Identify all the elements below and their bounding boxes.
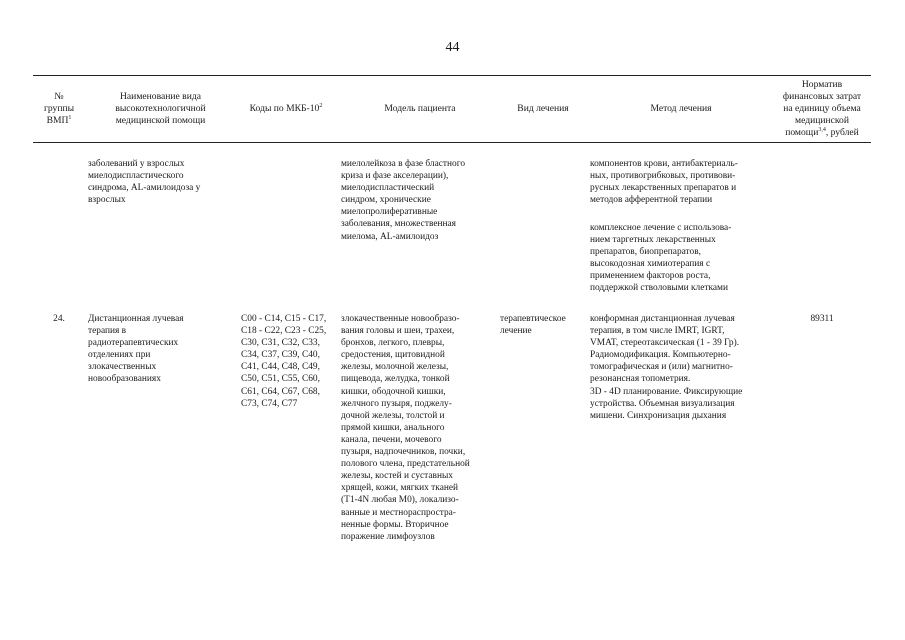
row24-treatment-type: терапевтическое лечение	[500, 314, 566, 337]
header-treatment-method: Метод лечения	[650, 103, 712, 114]
header-group-number: № группы ВМП$^1$	[43, 91, 75, 126]
row24-icd-codes: C00 - C14, C15 - C17, C18 - C22, C23 - C25, C30, C31, C32, C33, C34, C37, C39, C40, C41, C44, C48, C49, C50, C51, C55, C60, C61, C64, C67, C68, C73, C74, C77	[241, 314, 327, 409]
header-patient-model: Модель пациента	[384, 103, 456, 114]
row24-financial-norm: 89311	[810, 314, 834, 324]
header-treatment-type: Вид лечения	[517, 103, 569, 114]
header-financial-norm: Норматив финансовых затрат на единицу объема медицинской помощи$^{3,4}$, рублей	[782, 79, 862, 138]
header-icd-codes: Коды по МКБ-$10^2$	[249, 102, 323, 114]
row24-care-type: Дистанционная лучевая терапия в радиотерапевтических отделениях при злокачественных новообразованиях	[88, 314, 184, 385]
continued-method-part-b: комплексное лечение с использова- нием таргетных лекарственных препаратов, биопрепаратов, высокодозная химиотерапия с применением факторов роста, поддержкой стволовыми клетками	[590, 223, 732, 294]
header-bottom-rule	[33, 142, 871, 143]
row24-group-number: 24.	[53, 314, 65, 324]
continued-method-part-a: компонентов крови, антибактериаль- ных, противогрибковых, противови- русных лекарственных препаратов и методов афферентной терапии	[590, 159, 738, 206]
continued-patient-model: миелолейкоза в фазе бластного криза и фазе акселерации), миелодиспластический синдром, хронические миелопролиферативные заболевания, множественная миелома, AL-амилоидоз	[341, 159, 466, 242]
page-number: 44	[445, 40, 460, 55]
row24-treatment-method: конформная дистанционная лучевая терапия, в том числе IMRT, IGRT, VMAT, стереотаксическая (1 - 39 Гр). Радиомодификация. Компьютерно- томографическая и (или) магнитно- резонансная топометрия. 3D - 4D планирование. Фиксирующие устройства. Объемная визуализация мишени. Синхронизация дыхания	[590, 314, 743, 421]
continued-care-type: заболеваний у взрослых миелодиспластического синдрома, AL-амилоидоза у взрослых	[88, 159, 201, 206]
header-top-rule	[33, 75, 871, 76]
header-care-type: Наименование вида высокотехнологичной медицинской помощи	[115, 91, 206, 126]
row24-patient-model: злокачественные новообразо- вания головы и шеи, трахеи, бронхов, легкого, плевры, средостения, щитовидной железы, молочной железы, пищевода, желудка, тонкой кишки, ободочной кишки, желчного пузыря, поджелу- дочной железы, толстой и прямой кишки, анального канала, печени, мочевого пузыря, надпочечников, почки, полового члена, предстательной железы, костей и суставных хрящей, кожи, мягких тканей (T1-4N любая M0), локализо- ванные и местнораспростра- ненные формы. Вторичное поражение лимфоузлов	[341, 314, 470, 542]
